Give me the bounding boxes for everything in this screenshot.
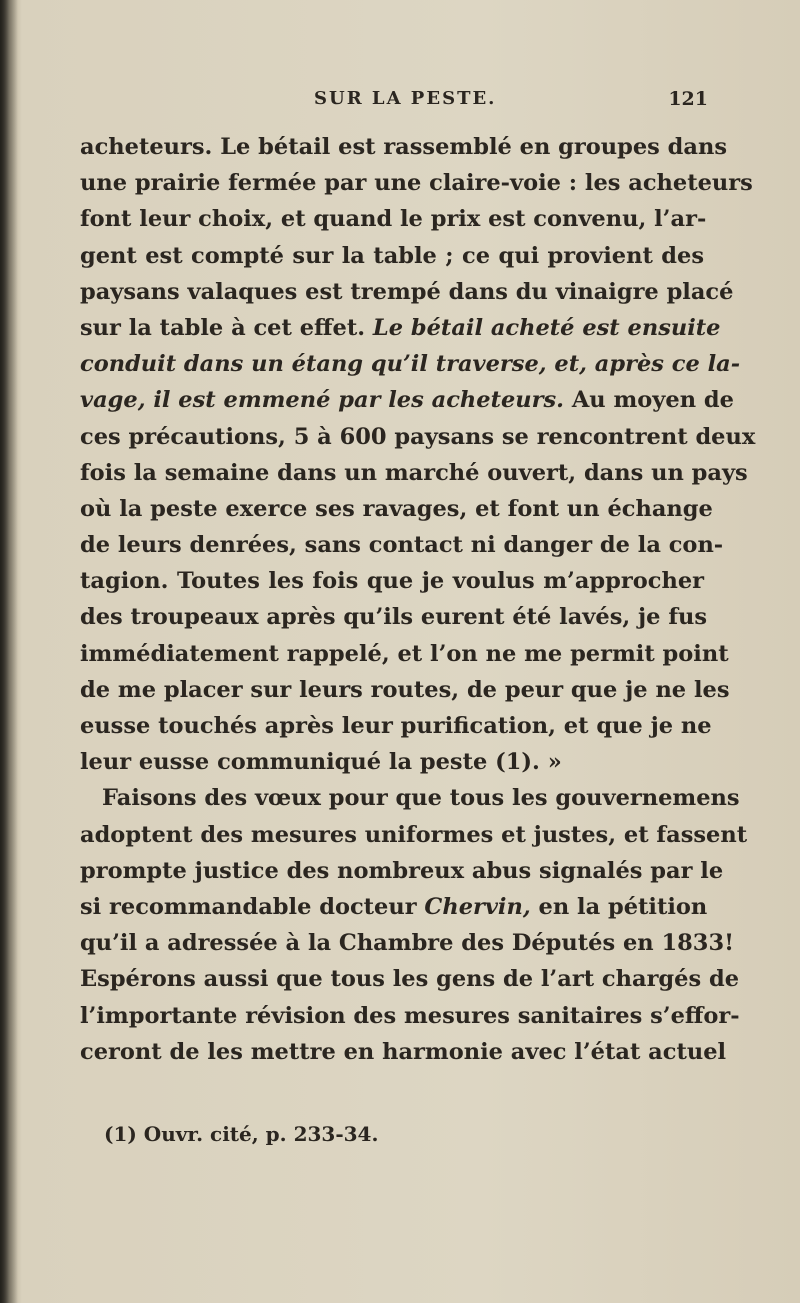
text-line: ces précautions, 5 à 600 paysans se rencontrent deux — [80, 423, 756, 450]
text-line — [80, 889, 708, 925]
text-line: immédiatement rappelé, et l’on ne me permit point — [80, 640, 729, 667]
text-line: gent est compté sur la table ; ce qui provient des — [80, 242, 704, 269]
text-line — [80, 310, 721, 346]
text-line: de leurs denrées, sans contact ni danger de la con- — [80, 532, 724, 559]
running-title: SUR LA PESTE. — [314, 88, 497, 109]
text-line: de me placer sur leurs routes, de peur que je ne les — [80, 676, 730, 703]
text-segment: si recommandable docteur — [80, 893, 417, 920]
body-text — [80, 129, 756, 1070]
text-line: eusse touchés après leur purification, et que je ne — [80, 713, 712, 739]
italic-segment: Le bétail acheté est ensuite — [372, 314, 721, 341]
text-line: des troupeaux après qu’ils eurent été lavés, je fus — [80, 604, 708, 631]
text-segment: sur la table à cet effet. — [80, 314, 366, 341]
text-segment: Au moyen de — [571, 387, 734, 414]
text-line: paysans valaques est trempé dans du vinaigre placé — [80, 278, 734, 305]
text-line: Espérons aussi que tous les gens de l’art chargés de — [80, 966, 740, 993]
text-line: leur eusse communiqué la peste (1). » — [80, 749, 562, 776]
text-line: fois la semaine dans un marché ouvert, dans un pays — [80, 459, 748, 486]
text-segment: en la pétition — [538, 893, 708, 920]
text-line: Faisons des vœux pour que tous les gouvernemens — [102, 785, 740, 812]
text-line: tagion. Toutes les fois que je voulus m’approcher — [80, 568, 704, 595]
text-line: une prairie fermée par une claire-voie : les acheteurs — [80, 170, 753, 197]
italic-segment: Chervin, — [424, 893, 531, 920]
italic-segment: vage, il est emmené par les acheteurs. — [80, 387, 564, 414]
text-line: font leur choix, et quand le prix est convenu, l’ar- — [80, 206, 707, 233]
text-line: l’importante révision des mesures sanitaires s’effor- — [80, 1002, 740, 1029]
text-line: conduit dans un étang qu’il traverse, et, après ce la- — [80, 351, 741, 378]
page-number: 121 — [668, 88, 708, 110]
page-header — [78, 88, 708, 118]
text-line: qu’il a adressée à la Chambre des Députés en 1833! — [80, 930, 734, 957]
text-line: acheteurs. Le bétail est rassemblé en groupes dans — [80, 134, 727, 160]
footnote: (1) Ouvr. cité, p. 233-34. — [104, 1122, 379, 1146]
text-line: adoptent des mesures uniformes et justes, et fassent — [80, 821, 748, 848]
binding-shadow — [0, 0, 18, 1303]
text-line: ceront de les mettre en harmonie avec l’état actuel — [80, 1038, 727, 1065]
text-line — [80, 382, 734, 418]
text-line: prompte justice des nombreux abus signalés par le — [80, 857, 724, 884]
text-line: où la peste exerce ses ravages, et font un échange — [80, 495, 713, 522]
